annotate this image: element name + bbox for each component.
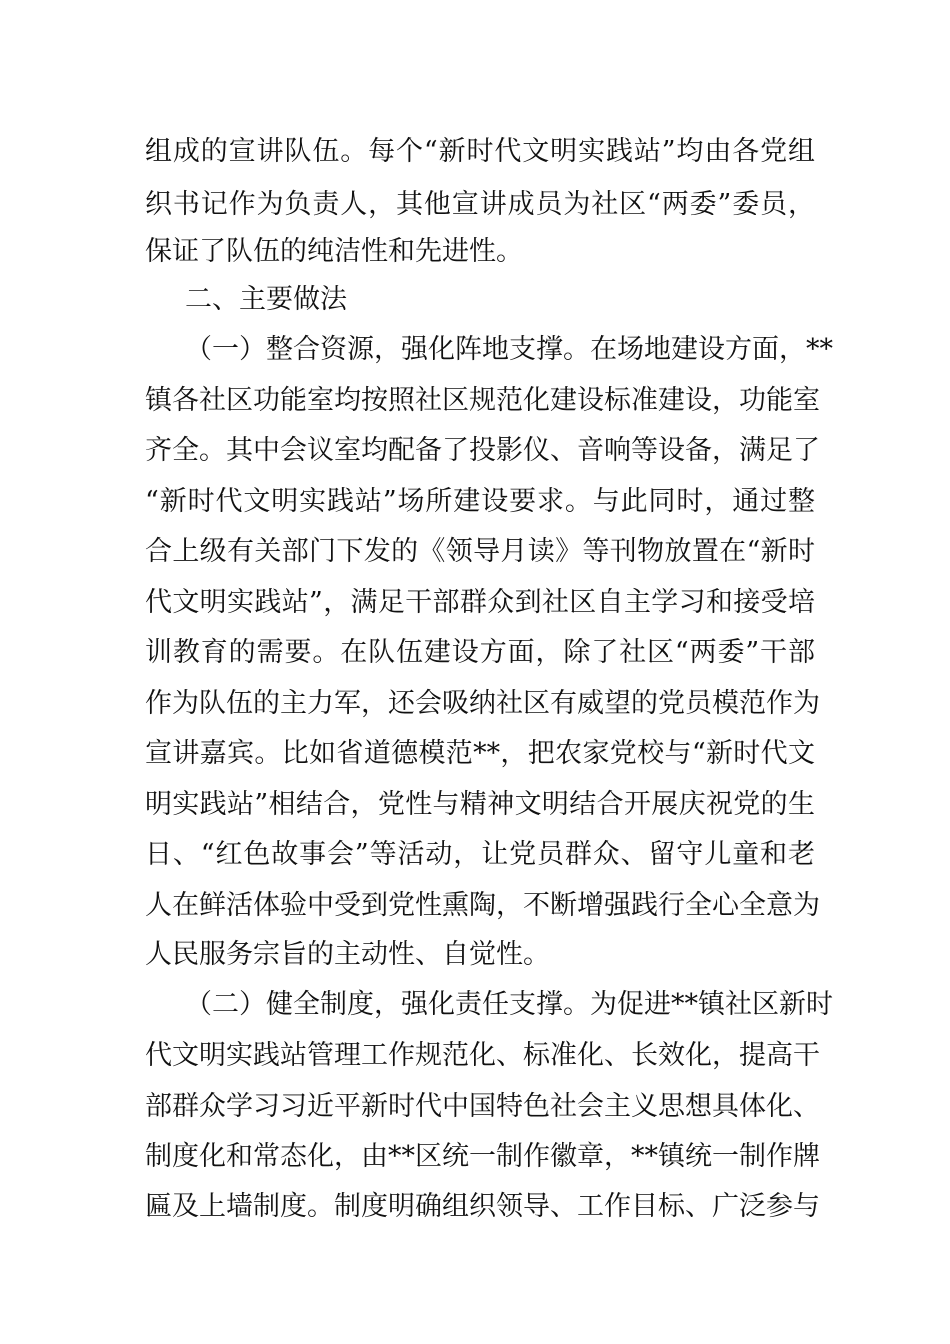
- text-line: 匾及上墙制度。制度明确组织领导、工作目标、广泛参与: [145, 1191, 820, 1222]
- text-line: 训教育的需要。在队伍建设方面，除了社区“两委”干部: [145, 637, 815, 668]
- section-heading: 二、主要做法: [185, 284, 347, 315]
- text-line: 日、“红色故事会”等活动，让党员群众、留守儿童和老: [145, 839, 815, 870]
- text-line: 代文明实践站管理工作规范化、标准化、长效化，提高干: [145, 1040, 820, 1071]
- text-line: 保证了队伍的纯洁性和先进性。: [145, 236, 523, 267]
- text-line: 人民服务宗旨的主动性、自觉性。: [145, 939, 550, 970]
- text-line: 齐全。其中会议室均配备了投影仪、音响等设备，满足了: [145, 435, 820, 466]
- text-line: （二）健全制度，强化责任支撑。为促进**镇社区新时: [185, 989, 833, 1020]
- text-line: 部群众学习习近平新时代中国特色社会主义思想具体化、: [145, 1091, 820, 1122]
- text-line: 人在鲜活体验中受到党性熏陶，不断增强践行全心全意为: [145, 890, 820, 921]
- text-line: 组成的宣讲队伍。每个“新时代文明实践站”均由各党组: [145, 136, 815, 167]
- text-line: （一）整合资源，强化阵地支撑。在场地建设方面，**: [185, 334, 833, 365]
- text-line: 镇各社区功能室均按照社区规范化建设标准建设，功能室: [145, 385, 820, 416]
- text-line: “新时代文明实践站”场所建设要求。与此同时，通过整: [145, 486, 815, 517]
- text-line: 代文明实践站”，满足干部群众到社区自主学习和接受培: [145, 587, 815, 618]
- text-line: 合上级有关部门下发的《领导月读》等刊物放置在“新时: [145, 536, 815, 567]
- text-line: 织书记作为负责人，其他宣讲成员为社区“两委”委员，: [145, 189, 815, 220]
- text-line: 宣讲嘉宾。比如省道德模范**，把农家党校与“新时代文: [145, 738, 815, 769]
- text-line: 明实践站”相结合，党性与精神文明结合开展庆祝党的生: [145, 789, 815, 820]
- text-line: 制度化和常态化，由**区统一制作徽章，**镇统一制作牌: [145, 1141, 820, 1172]
- text-line: 作为队伍的主力军，还会吸纳社区有威望的党员模范作为: [145, 688, 820, 719]
